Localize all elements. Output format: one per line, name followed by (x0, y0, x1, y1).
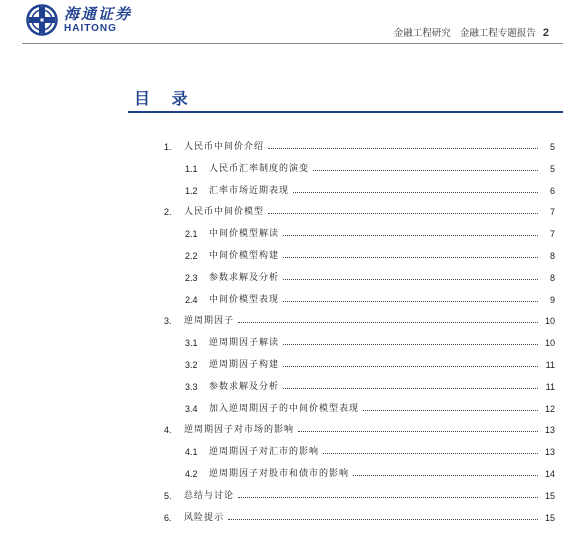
toc-dot-leader (283, 256, 538, 258)
toc-entry-page: 13 (544, 447, 555, 458)
toc-entry-number: 3.1 (185, 338, 198, 349)
toc-entry-page: 7 (549, 207, 555, 218)
toc-entry-number: 3.3 (185, 381, 198, 392)
toc-entry-number: 6. (164, 512, 172, 523)
toc-entry-number: 4. (164, 425, 172, 436)
toc-entry-title: 逆周期因子对市场的影响 (184, 425, 295, 436)
toc-entry-number: 3.4 (185, 403, 198, 414)
toc-entry-title: 中间价模型解读 (209, 229, 280, 240)
toc-entry-page: 8 (549, 272, 555, 283)
toc-dot-leader (298, 430, 538, 432)
toc-entry-page: 11 (545, 381, 555, 392)
toc-entry-title: 逆周期因子对汇市的影响 (209, 447, 320, 458)
toc-entry[interactable] (128, 398, 555, 414)
toc-entry-page: 6 (549, 185, 555, 196)
toc-entry-title: 逆周期因子对股市和债市的影响 (209, 469, 350, 479)
toc-entry[interactable] (128, 267, 555, 283)
toc-entry-page: 10 (544, 316, 555, 327)
toc-entry-page: 5 (549, 142, 555, 152)
toc-dot-leader (353, 474, 538, 476)
page-header (0, 0, 585, 48)
toc-entry[interactable] (128, 245, 555, 261)
toc-entry-title: 逆周期因子 (184, 316, 235, 327)
toc-entry-number: 4.1 (185, 447, 198, 458)
logo-chinese-name: 海通证券 (64, 5, 133, 23)
toc-entry-number: 2.3 (185, 272, 198, 283)
toc-entry[interactable] (128, 376, 555, 392)
toc-entry-title: 加入逆周期因子的中间价模型表现 (209, 403, 360, 414)
toc-entry[interactable] (128, 158, 555, 174)
toc-entry-title: 总结与讨论 (184, 490, 235, 501)
report-category: 金融工程研究 (393, 28, 451, 39)
toc-entry-number: 5. (164, 490, 172, 501)
toc-entry-title: 汇率市场近期表现 (209, 185, 290, 196)
header-divider (22, 43, 563, 44)
toc-entry-title: 人民币中间价介绍 (184, 142, 265, 152)
toc-entry-page: 12 (544, 403, 555, 414)
toc-entry-page: 7 (549, 229, 555, 240)
toc-entry-number: 1.2 (185, 185, 198, 196)
toc-dot-leader (313, 169, 538, 171)
toc-entry-title: 参数求解及分析 (209, 272, 280, 283)
toc-entry-title: 逆周期因子解读 (209, 338, 280, 349)
toc-title-rule (128, 111, 563, 113)
toc-entry[interactable] (128, 332, 555, 348)
toc-entry[interactable] (128, 441, 555, 457)
toc-entry[interactable] (128, 463, 555, 479)
toc-entry[interactable] (128, 507, 555, 523)
toc-dot-leader (323, 452, 538, 454)
toc-entry-title: 中间价模型表现 (209, 294, 280, 305)
toc-entry[interactable] (128, 289, 555, 305)
toc-dot-leader (228, 518, 538, 520)
toc-entry-number: 2. (164, 207, 172, 218)
toc-dot-leader (283, 365, 538, 367)
toc-entry-page: 13 (544, 425, 555, 436)
toc-dot-leader (283, 343, 538, 345)
toc-entry-number: 2.1 (185, 229, 198, 240)
toc-entry[interactable] (128, 201, 555, 217)
report-meta (394, 25, 549, 39)
toc-entry-number: 4.2 (185, 469, 198, 479)
report-type: 金融工程专题报告 (459, 28, 536, 39)
toc-entry-page: 8 (549, 251, 555, 261)
toc-entry-number: 2.4 (185, 294, 198, 305)
toc-entry-title: 逆周期因子构建 (209, 360, 280, 370)
haitong-logo-icon (26, 4, 58, 36)
toc-entry-number: 3. (164, 316, 172, 327)
toc-dot-leader (268, 147, 538, 149)
toc-entry-title: 人民币中间价模型 (184, 207, 265, 218)
toc-entry-number: 2.2 (185, 251, 198, 261)
toc-entry-title: 参数求解及分析 (209, 381, 280, 392)
toc-dot-leader (268, 212, 538, 214)
toc-dot-leader (283, 387, 538, 389)
toc-entry-title: 人民币汇率制度的演变 (209, 163, 310, 174)
toc-entry[interactable] (128, 223, 555, 239)
toc-entry-number: 1.1 (185, 163, 198, 174)
toc-entry[interactable] (128, 354, 555, 370)
toc-dot-leader (283, 234, 538, 236)
toc-dot-leader (363, 409, 538, 411)
toc-dot-leader (283, 278, 538, 280)
toc-entry-title: 中间价模型构建 (209, 251, 280, 261)
toc-entry-page: 14 (544, 469, 555, 479)
haitong-logo (26, 4, 132, 36)
toc-entry[interactable] (128, 136, 555, 152)
logo-english-name: HAITONG (64, 23, 117, 34)
toc-entry-page: 15 (544, 512, 555, 523)
toc-entry[interactable] (128, 180, 555, 196)
toc-entry[interactable] (128, 419, 555, 435)
toc-entry-page: 9 (549, 294, 555, 305)
toc-entry-page: 11 (545, 360, 555, 370)
toc-entry-title: 风险提示 (184, 512, 225, 523)
toc-dot-leader (283, 300, 538, 302)
toc-dot-leader (293, 191, 538, 193)
page-number: 2 (542, 27, 549, 39)
toc-entry[interactable] (128, 310, 555, 326)
toc-entry-page: 15 (544, 490, 555, 501)
toc-entry-number: 1. (164, 142, 172, 152)
toc-entry[interactable] (128, 485, 555, 501)
toc-dot-leader (238, 321, 538, 323)
toc-entry-page: 10 (544, 338, 555, 349)
toc-entry-number: 3.2 (185, 360, 198, 370)
toc-entry-page: 5 (549, 163, 555, 174)
toc-dot-leader (238, 496, 538, 498)
toc-title: 目 录 (134, 89, 196, 108)
